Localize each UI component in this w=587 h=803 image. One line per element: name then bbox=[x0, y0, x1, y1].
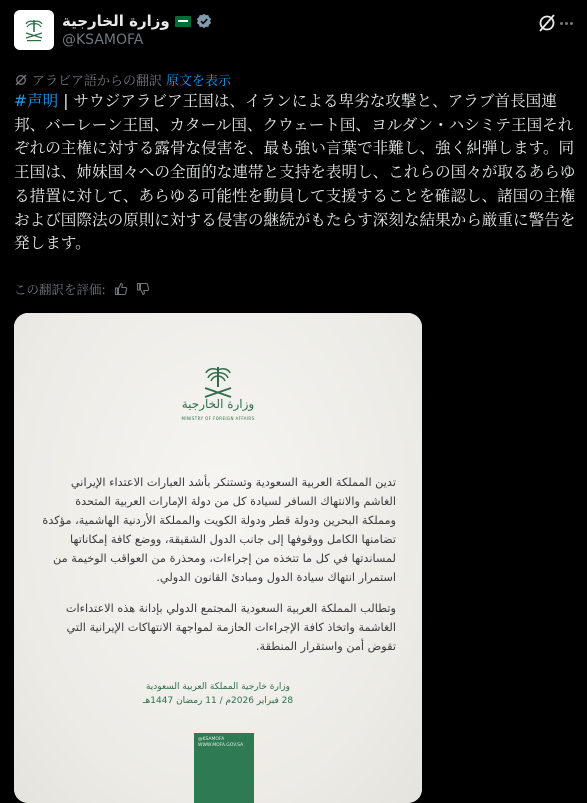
signature-ministry: وزارة خارجية المملكة العربية السعودية bbox=[145, 682, 291, 692]
hashtag-link[interactable]: #声明 bbox=[14, 92, 59, 110]
translation-notice bbox=[14, 70, 231, 89]
more-icon bbox=[560, 22, 563, 25]
statement-signature bbox=[14, 680, 422, 708]
grok-translate-icon bbox=[14, 73, 28, 87]
rate-label: この翻訳を評価: bbox=[14, 282, 106, 297]
tweet-body bbox=[14, 90, 576, 256]
attached-statement-image[interactable] bbox=[14, 313, 422, 803]
ministry-arabic-title: وزارة الخارجية bbox=[181, 397, 255, 411]
saudi-flag-icon bbox=[175, 16, 191, 27]
thumbs-down-icon[interactable] bbox=[136, 282, 150, 296]
account-display-name[interactable]: وزارة الخارجية bbox=[62, 12, 170, 30]
statement-paragraph-1: تدين المملكة العربية السعودية وتستنكر بأشد العبارات الاعتداء الإيراني الغاشم والانتهاك السافر لسيادة كل من دولة الإمارات العربية المتحدة ومملكة البحرين ودولة قطر ودولة الكويت والمملكة الأردنية الهاشمية، مؤكدة تضامنها الكامل ووقوفها إلى جانب الدول الشقيقة، ووضع كافة إمكاناتها لمساندتها في كل ما تتخذه من إجراءات، ومحذرة من العواقب الوخيمة من استمرار انتهاك سيادة الدول ومبادئ القانون الدولي. bbox=[42, 476, 396, 584]
palm-swords-emblem-icon bbox=[21, 17, 47, 43]
show-original-link[interactable]: 原文を表示 bbox=[166, 74, 232, 89]
social-footer bbox=[198, 737, 250, 749]
tweet-header bbox=[14, 10, 574, 54]
footer-green-band bbox=[194, 733, 254, 803]
statement-paragraph-2: وتطالب المملكة العربية السعودية المجتمع الدولي بإدانة هذه الاعتداءات الغاشمة واتخاذ كافة الإجراءات الحازمة لمواجهة الانتهاكات الإيرانية التي تقوض أمن واستقرار المنطقة. bbox=[65, 602, 396, 653]
verified-badge-icon[interactable] bbox=[196, 13, 212, 29]
thumbs-up-icon[interactable] bbox=[114, 282, 128, 296]
tweet-text: | サウジアラビア王国は、イランによる卑劣な攻撃と、アラブ首長国連邦、バーレーン王国、カタール国、クウェート国、ヨルダン・ハシミテ王国それぞれの主権に対する露骨な侵害を、最も強い言葉で非難し、強く糾弾します。同王国は、姉妹国々への全面的な連帯と支持を表明し、これらの国々が取るあらゆる措置に対して、あらゆる可能性を動員して支援することを確認し、諸国の主権および国際法の原則に対する侵害の継続がもたらす深刻な結果から厳重に警告を発します。 bbox=[14, 92, 576, 253]
account-handle[interactable]: @KSAMOFA bbox=[62, 32, 144, 48]
ministry-website: WWW.MOFA.GOV.SA bbox=[198, 743, 244, 748]
rate-translation bbox=[14, 280, 150, 298]
more-options-button[interactable] bbox=[558, 12, 574, 34]
social-handle: @KSAMOFA bbox=[198, 737, 225, 742]
statement-body bbox=[41, 473, 396, 668]
translation-label: アラビア語からの翻訳 bbox=[32, 74, 163, 89]
account-avatar[interactable] bbox=[14, 10, 54, 50]
ministry-english-title: MINISTRY OF FOREIGN AFFAIRS bbox=[181, 416, 255, 421]
grok-icon[interactable] bbox=[536, 12, 558, 34]
signature-date: 28 فبراير 2026م / 11 رمضان 1447هـ bbox=[142, 696, 294, 706]
